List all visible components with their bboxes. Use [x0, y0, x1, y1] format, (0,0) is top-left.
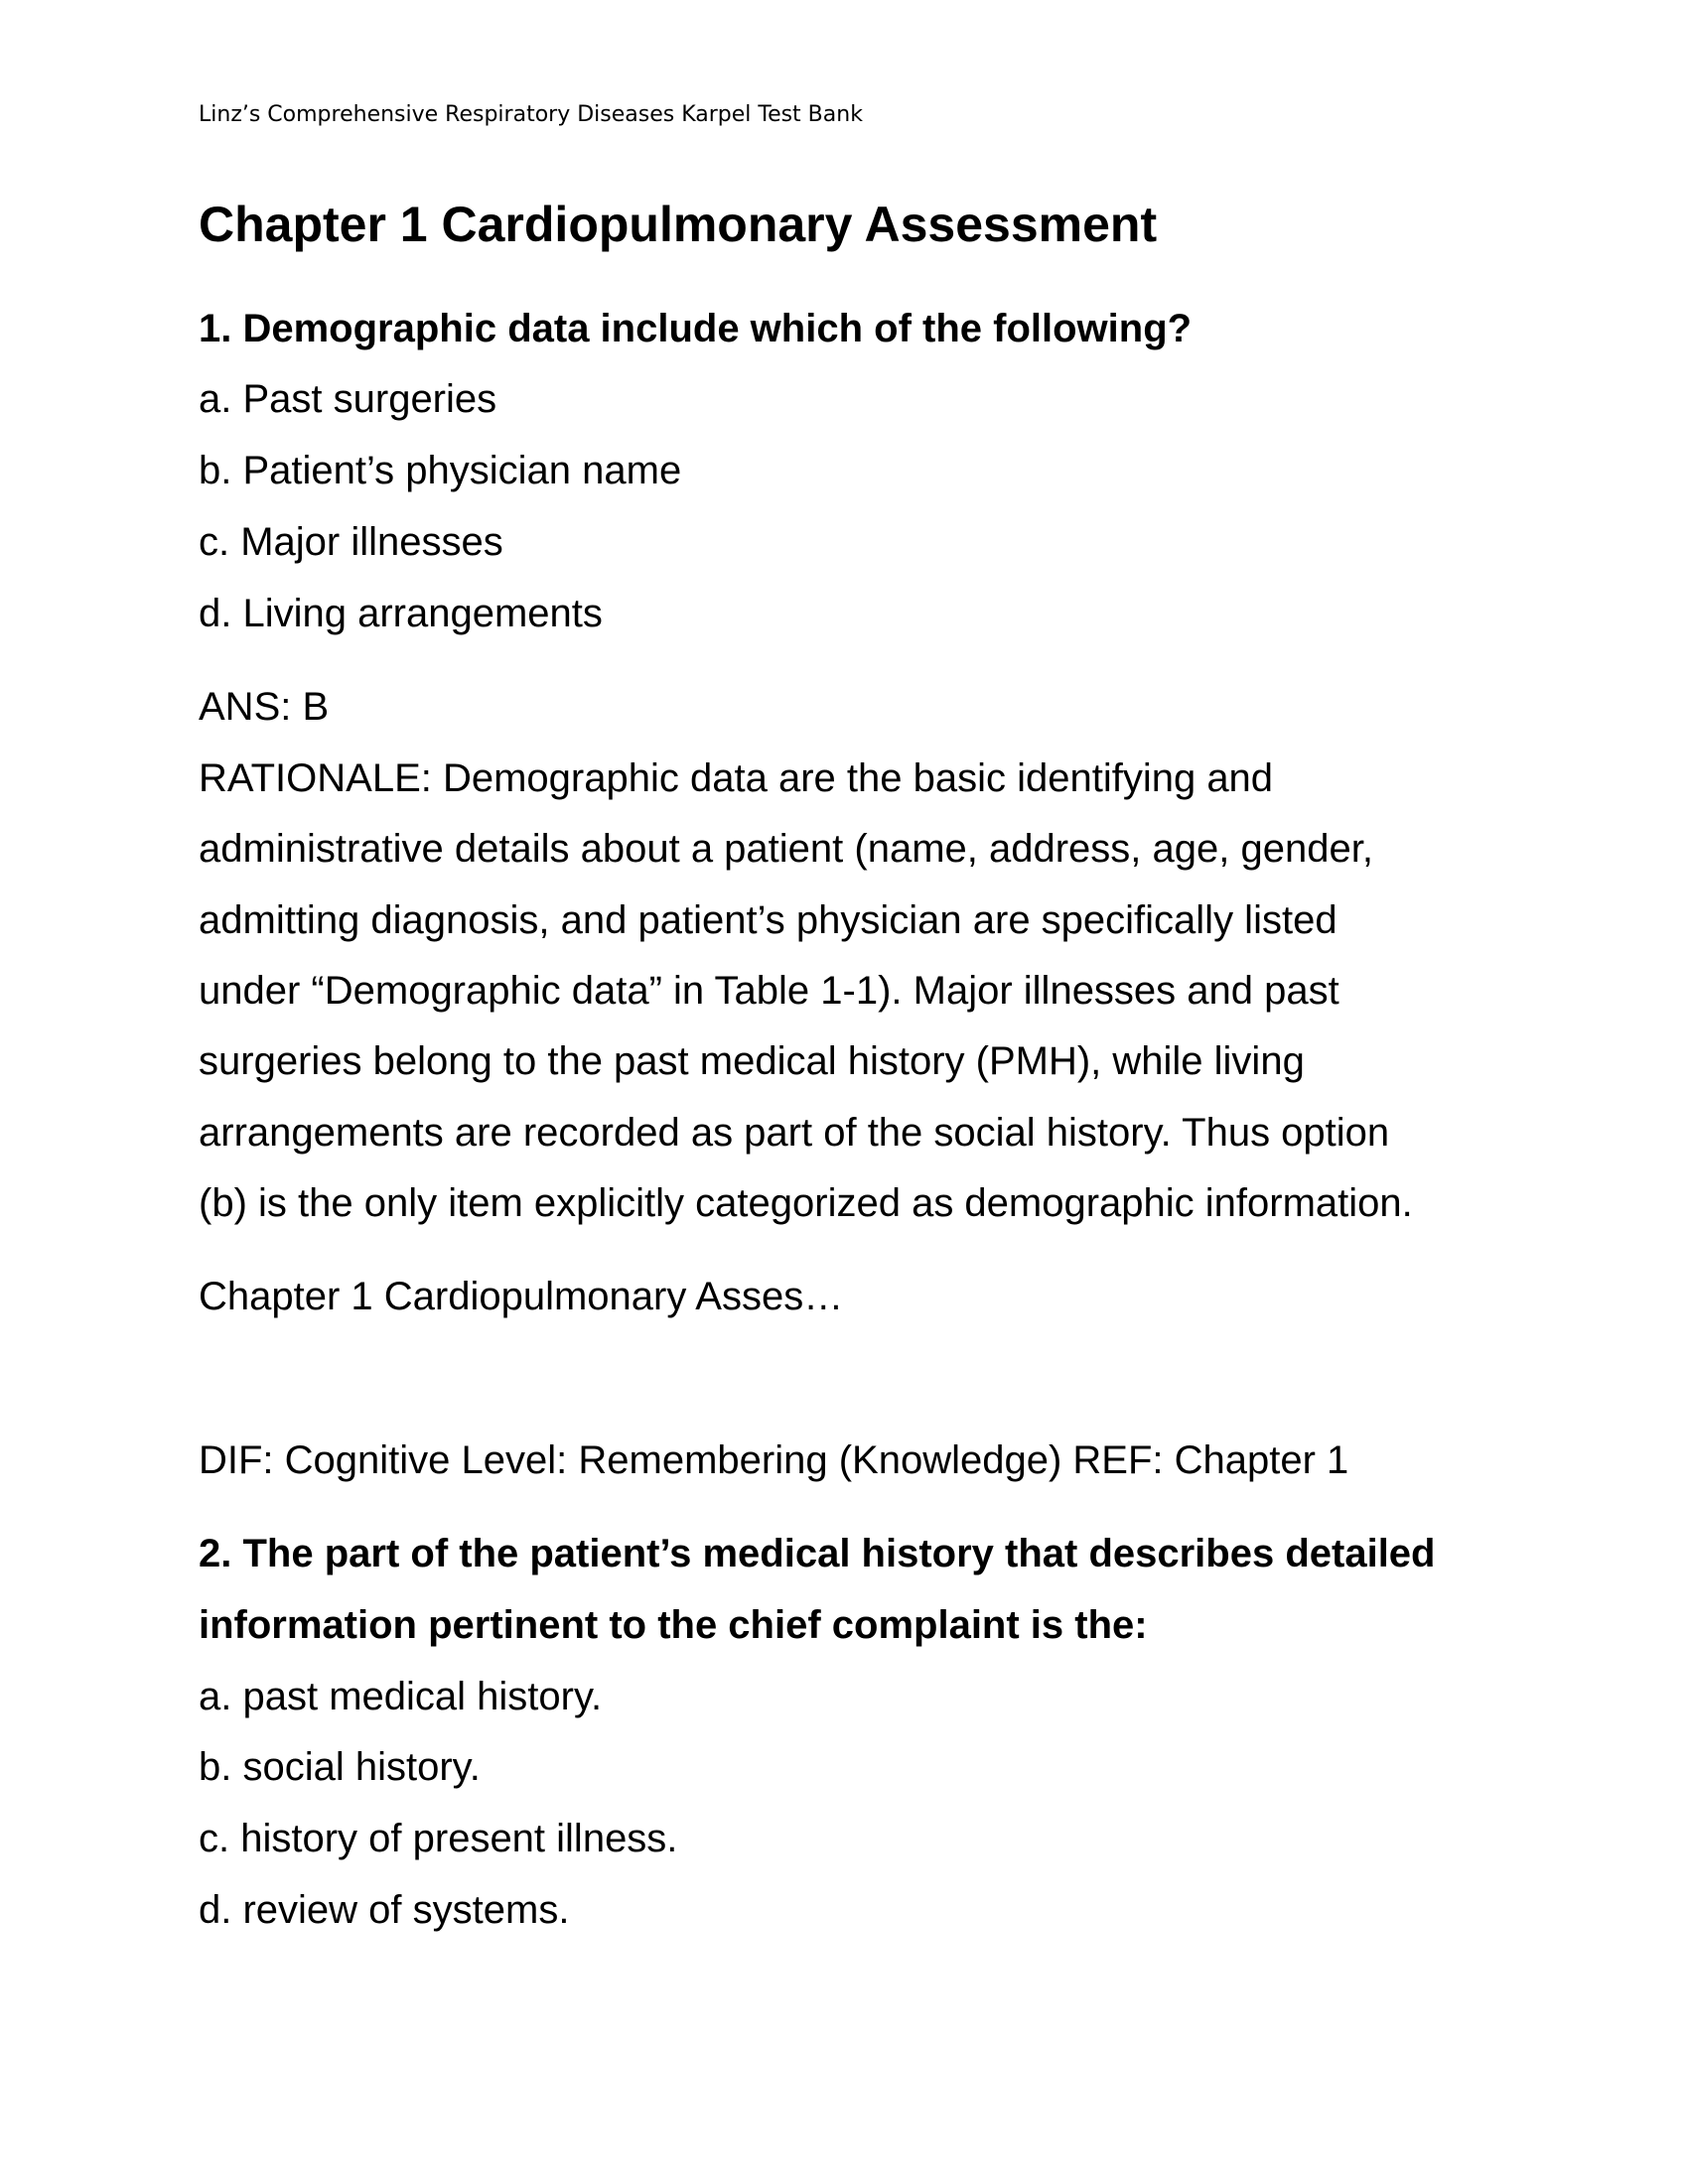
question-1-option-a: a. Past surgeries — [199, 377, 497, 421]
question-1-truncated-ref: Chapter 1 Cardiopulmonary Asses… — [199, 1275, 844, 1318]
rationale-line: surgeries belong to the past medical history (PMH), while living — [199, 1039, 1305, 1083]
rationale-line: under “Demographic data” in Table 1-1). Major illnesses and past — [199, 969, 1339, 1013]
question-1-difficulty: DIF: Cognitive Level: Remembering (Knowledge) REF: Chapter 1 — [199, 1438, 1349, 1482]
rationale-line: administrative details about a patient (name, address, age, gender, — [199, 827, 1373, 871]
rationale-line: admitting diagnosis, and patient’s physician are specifically listed — [199, 898, 1337, 942]
question-2-stem-line: 2. The part of the patient’s medical history that describes detailed — [199, 1532, 1436, 1575]
question-2-option-c: c. history of present illness. — [199, 1817, 678, 1860]
rationale-line: arrangements are recorded as part of the social history. Thus option — [199, 1111, 1390, 1155]
rationale-line: RATIONALE: Demographic data are the basic identifying and — [199, 756, 1274, 800]
question-2-option-d: d. review of systems. — [199, 1888, 570, 1932]
question-1-option-c: c. Major illnesses — [199, 520, 503, 564]
question-2-stem-line: information pertinent to the chief complaint is the: — [199, 1603, 1148, 1647]
question-1-option-b: b. Patient’s physician name — [199, 449, 682, 492]
question-2-option-b: b. social history. — [199, 1745, 481, 1789]
question-1-option-d: d. Living arrangements — [199, 592, 603, 635]
question-2-option-a: a. past medical history. — [199, 1675, 603, 1718]
question-1-stem: 1. Demographic data include which of the following? — [199, 307, 1193, 350]
rationale-line: (b) is the only item explicitly categorized as demographic information. — [199, 1181, 1413, 1225]
question-1-answer: ANS: B — [199, 685, 330, 729]
running-header: Linz’s Comprehensive Respiratory Diseases Karpel Test Bank — [199, 102, 863, 127]
chapter-title: Chapter 1 Cardiopulmonary Assessment — [199, 197, 1158, 252]
